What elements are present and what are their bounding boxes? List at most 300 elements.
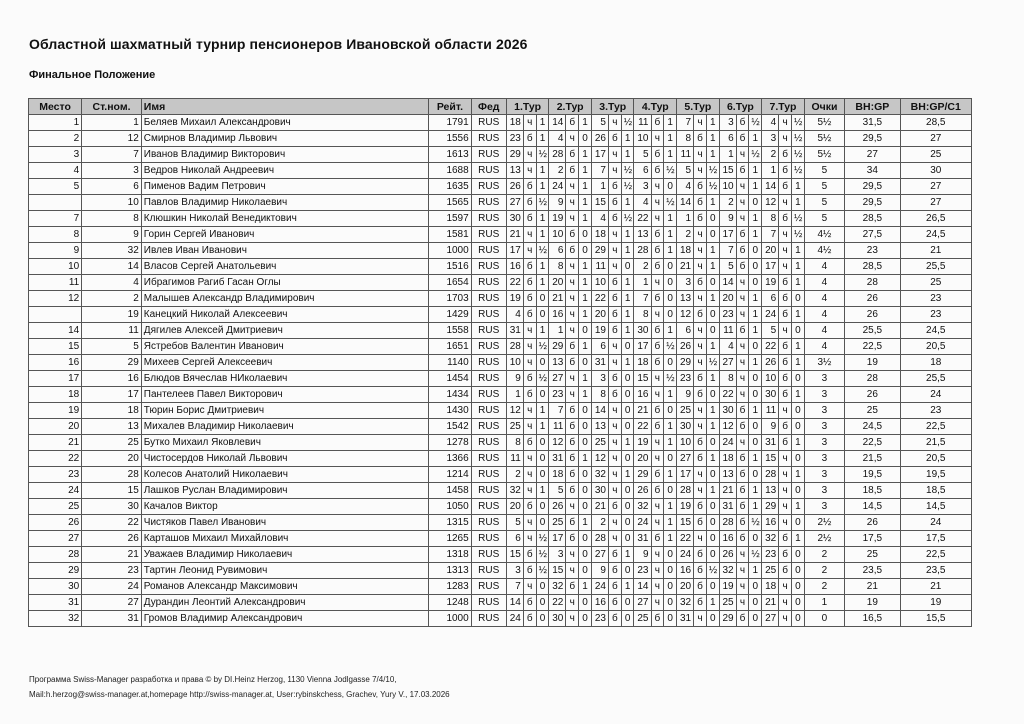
federation-cell: RUS bbox=[471, 611, 506, 627]
place-cell: 9 bbox=[29, 243, 82, 259]
round-5-color-cell: ч bbox=[694, 259, 707, 275]
round-6-result-cell: ½ bbox=[749, 515, 762, 531]
bh-gp-cell: 31,5 bbox=[845, 115, 900, 131]
round-7-result-cell: 0 bbox=[791, 563, 804, 579]
round-3-opponent-cell: 13 bbox=[591, 419, 608, 435]
round-2-result-cell: 1 bbox=[579, 579, 592, 595]
bh-gp-cell: 29,5 bbox=[845, 195, 900, 211]
round-1-color-cell: ч bbox=[523, 515, 536, 531]
round-7-color-cell: ч bbox=[779, 323, 792, 339]
round-3-color-cell: ч bbox=[608, 355, 621, 371]
round-3-opponent-cell: 12 bbox=[591, 451, 608, 467]
round-5-result-cell: 0 bbox=[706, 515, 719, 531]
round-7-color-cell: б bbox=[779, 211, 792, 227]
round-1-result-cell: 1 bbox=[536, 323, 549, 339]
round-6-opponent-cell: 4 bbox=[719, 339, 736, 355]
round-7-opponent-cell: 27 bbox=[762, 611, 779, 627]
round-3-color-cell: б bbox=[608, 195, 621, 211]
round-3-color-cell: б bbox=[608, 131, 621, 147]
round-6-opponent-cell: 6 bbox=[719, 131, 736, 147]
place-cell: 28 bbox=[29, 547, 82, 563]
points-cell: 2 bbox=[804, 563, 844, 579]
round-4-opponent-cell: 19 bbox=[634, 435, 651, 451]
round-1-result-cell: 0 bbox=[536, 451, 549, 467]
round-2-result-cell: 0 bbox=[579, 595, 592, 611]
round-2-opponent-cell: 31 bbox=[549, 451, 566, 467]
round-6-color-cell: б bbox=[736, 163, 749, 179]
round-1-color-cell: ч bbox=[523, 339, 536, 355]
round-7-opponent-cell: 22 bbox=[762, 339, 779, 355]
round-3-result-cell: 1 bbox=[621, 275, 634, 291]
round-4-result-cell: 0 bbox=[664, 403, 677, 419]
round-7-color-cell: б bbox=[779, 563, 792, 579]
round-6-color-cell: б bbox=[736, 483, 749, 499]
round-5-opponent-cell: 32 bbox=[677, 595, 694, 611]
round-1-color-cell: ч bbox=[523, 419, 536, 435]
place-cell: 23 bbox=[29, 467, 82, 483]
round-2-color-cell: б bbox=[566, 227, 579, 243]
round-6-opponent-cell: 24 bbox=[719, 435, 736, 451]
round-2-result-cell: 1 bbox=[579, 451, 592, 467]
place-cell: 21 bbox=[29, 435, 82, 451]
round-6-opponent-cell: 3 bbox=[719, 115, 736, 131]
round-2-color-cell: ч bbox=[566, 499, 579, 515]
round-6-color-cell: ч bbox=[736, 291, 749, 307]
round-3-opponent-cell: 16 bbox=[591, 595, 608, 611]
round-7-color-cell: ч bbox=[779, 515, 792, 531]
round-3-result-cell: 0 bbox=[621, 403, 634, 419]
round-7-opponent-cell: 24 bbox=[762, 307, 779, 323]
bh-gp-cell: 21 bbox=[845, 579, 900, 595]
place-cell: 5 bbox=[29, 179, 82, 195]
table-row bbox=[29, 243, 972, 259]
round-5-result-cell: 0 bbox=[706, 307, 719, 323]
round-4-opponent-cell: 18 bbox=[634, 355, 651, 371]
round-1-opponent-cell: 27 bbox=[506, 195, 523, 211]
round-1-opponent-cell: 3 bbox=[506, 563, 523, 579]
round-5-opponent-cell: 20 bbox=[677, 579, 694, 595]
round-5-opponent-cell: 7 bbox=[677, 115, 694, 131]
round-1-color-cell: б bbox=[523, 131, 536, 147]
round-7-result-cell: 1 bbox=[791, 355, 804, 371]
round-6-opponent-cell: 28 bbox=[719, 515, 736, 531]
start-number-cell: 30 bbox=[82, 499, 142, 515]
table-row bbox=[29, 419, 972, 435]
round-5-color-cell: б bbox=[694, 195, 707, 211]
round-7-color-cell: ч bbox=[779, 451, 792, 467]
round-1-color-cell: ч bbox=[523, 467, 536, 483]
round-2-opponent-cell: 18 bbox=[549, 467, 566, 483]
col-header-round-1: 1.Тур bbox=[506, 99, 549, 115]
round-3-color-cell: ч bbox=[608, 451, 621, 467]
round-7-result-cell: 0 bbox=[791, 579, 804, 595]
round-5-color-cell: б bbox=[694, 371, 707, 387]
round-4-opponent-cell: 22 bbox=[634, 419, 651, 435]
round-7-color-cell: ч bbox=[779, 483, 792, 499]
round-4-opponent-cell: 6 bbox=[634, 163, 651, 179]
round-2-result-cell: 0 bbox=[579, 611, 592, 627]
round-6-opponent-cell: 30 bbox=[719, 403, 736, 419]
round-7-color-cell: ч bbox=[779, 611, 792, 627]
col-header-name: Имя bbox=[141, 99, 428, 115]
round-2-result-cell: 0 bbox=[579, 435, 592, 451]
round-5-color-cell: ч bbox=[694, 323, 707, 339]
round-3-opponent-cell: 26 bbox=[591, 131, 608, 147]
bh-gp-c1-cell: 21 bbox=[900, 243, 972, 259]
bh-gp-c1-cell: 23 bbox=[900, 307, 972, 323]
round-2-opponent-cell: 2 bbox=[549, 163, 566, 179]
round-5-color-cell: ч bbox=[694, 467, 707, 483]
round-7-opponent-cell: 23 bbox=[762, 547, 779, 563]
round-4-color-cell: б bbox=[651, 531, 664, 547]
round-7-result-cell: 1 bbox=[791, 195, 804, 211]
round-6-result-cell: 1 bbox=[749, 563, 762, 579]
round-5-color-cell: б bbox=[694, 211, 707, 227]
col-header-round-4: 4.Тур bbox=[634, 99, 677, 115]
round-2-opponent-cell: 22 bbox=[549, 595, 566, 611]
round-3-result-cell: 1 bbox=[621, 131, 634, 147]
round-3-color-cell: б bbox=[608, 371, 621, 387]
round-1-color-cell: б bbox=[523, 387, 536, 403]
col-header-start-number: Ст.ном. bbox=[82, 99, 142, 115]
start-number-cell: 11 bbox=[82, 323, 142, 339]
round-3-opponent-cell: 27 bbox=[591, 547, 608, 563]
round-4-color-cell: ч bbox=[651, 435, 664, 451]
round-1-result-cell: 1 bbox=[536, 131, 549, 147]
round-3-opponent-cell: 21 bbox=[591, 499, 608, 515]
points-cell: 2½ bbox=[804, 515, 844, 531]
round-4-color-cell: б bbox=[651, 227, 664, 243]
col-header-points: Очки bbox=[804, 99, 844, 115]
federation-cell: RUS bbox=[471, 211, 506, 227]
points-cell: 3 bbox=[804, 499, 844, 515]
round-6-color-cell: б bbox=[736, 227, 749, 243]
round-7-result-cell: 0 bbox=[791, 451, 804, 467]
bh-gp-c1-cell: 21,5 bbox=[900, 435, 972, 451]
place-cell: 8 bbox=[29, 227, 82, 243]
points-cell: 4½ bbox=[804, 243, 844, 259]
table-row bbox=[29, 451, 972, 467]
rating-cell: 1000 bbox=[429, 243, 472, 259]
round-6-result-cell: 1 bbox=[749, 323, 762, 339]
round-1-result-cell: ½ bbox=[536, 563, 549, 579]
round-2-opponent-cell: 26 bbox=[549, 499, 566, 515]
round-5-color-cell: б bbox=[694, 131, 707, 147]
round-6-result-cell: 1 bbox=[749, 211, 762, 227]
round-2-color-cell: ч bbox=[566, 131, 579, 147]
round-2-color-cell: ч bbox=[566, 275, 579, 291]
round-1-result-cell: ½ bbox=[536, 147, 549, 163]
round-4-result-cell: ½ bbox=[664, 195, 677, 211]
round-6-opponent-cell: 29 bbox=[719, 611, 736, 627]
bh-gp-c1-cell: 25 bbox=[900, 147, 972, 163]
round-6-result-cell: 1 bbox=[749, 499, 762, 515]
round-6-opponent-cell: 5 bbox=[719, 259, 736, 275]
round-4-color-cell: ч bbox=[651, 211, 664, 227]
rating-cell: 1597 bbox=[429, 211, 472, 227]
round-3-color-cell: ч bbox=[608, 147, 621, 163]
round-4-result-cell: 0 bbox=[664, 483, 677, 499]
round-4-result-cell: 0 bbox=[664, 355, 677, 371]
round-1-color-cell: б bbox=[523, 611, 536, 627]
round-1-color-cell: б bbox=[523, 595, 536, 611]
round-6-opponent-cell: 12 bbox=[719, 419, 736, 435]
place-cell bbox=[29, 307, 82, 323]
round-2-result-cell: 0 bbox=[579, 483, 592, 499]
federation-cell: RUS bbox=[471, 579, 506, 595]
points-cell: 3½ bbox=[804, 355, 844, 371]
round-2-result-cell: 0 bbox=[579, 419, 592, 435]
round-1-result-cell: 1 bbox=[536, 179, 549, 195]
round-1-opponent-cell: 20 bbox=[506, 499, 523, 515]
col-header-rating: Рейт. bbox=[429, 99, 472, 115]
round-2-opponent-cell: 24 bbox=[549, 179, 566, 195]
round-7-opponent-cell: 32 bbox=[762, 531, 779, 547]
round-2-color-cell: ч bbox=[566, 595, 579, 611]
federation-cell: RUS bbox=[471, 323, 506, 339]
round-7-color-cell: ч bbox=[779, 499, 792, 515]
round-7-result-cell: 0 bbox=[791, 419, 804, 435]
round-5-result-cell: 1 bbox=[706, 595, 719, 611]
round-3-opponent-cell: 15 bbox=[591, 195, 608, 211]
bh-gp-cell: 22,5 bbox=[845, 339, 900, 355]
bh-gp-c1-cell: 24,5 bbox=[900, 323, 972, 339]
round-4-opponent-cell: 26 bbox=[634, 483, 651, 499]
round-2-result-cell: 1 bbox=[579, 195, 592, 211]
col-header-bh-gp-c1: BH:GP/C1 bbox=[900, 99, 972, 115]
round-6-result-cell: 0 bbox=[749, 435, 762, 451]
round-1-opponent-cell: 26 bbox=[506, 179, 523, 195]
round-5-color-cell: б bbox=[694, 595, 707, 611]
round-7-opponent-cell: 30 bbox=[762, 387, 779, 403]
federation-cell: RUS bbox=[471, 131, 506, 147]
round-2-opponent-cell: 15 bbox=[549, 563, 566, 579]
round-7-result-cell: 0 bbox=[791, 483, 804, 499]
rating-cell: 1454 bbox=[429, 371, 472, 387]
rating-cell: 1429 bbox=[429, 307, 472, 323]
place-cell: 10 bbox=[29, 259, 82, 275]
round-7-opponent-cell: 19 bbox=[762, 275, 779, 291]
round-5-opponent-cell: 26 bbox=[677, 339, 694, 355]
bh-gp-c1-cell: 19,5 bbox=[900, 467, 972, 483]
round-4-result-cell: 0 bbox=[664, 275, 677, 291]
round-4-opponent-cell: 2 bbox=[634, 259, 651, 275]
round-6-opponent-cell: 22 bbox=[719, 387, 736, 403]
round-3-color-cell: ч bbox=[608, 435, 621, 451]
round-4-result-cell: 1 bbox=[664, 323, 677, 339]
table-header-row bbox=[29, 99, 972, 115]
round-2-opponent-cell: 16 bbox=[549, 307, 566, 323]
round-2-color-cell: б bbox=[566, 339, 579, 355]
player-name-cell: Блюдов Вячеслав НИколаевич bbox=[141, 371, 428, 387]
round-3-result-cell: 0 bbox=[621, 531, 634, 547]
round-4-color-cell: б bbox=[651, 243, 664, 259]
table-row bbox=[29, 531, 972, 547]
round-6-result-cell: 1 bbox=[749, 403, 762, 419]
round-3-color-cell: б bbox=[608, 547, 621, 563]
round-3-result-cell: 1 bbox=[621, 355, 634, 371]
round-3-result-cell: ½ bbox=[621, 179, 634, 195]
round-7-result-cell: 1 bbox=[791, 435, 804, 451]
round-4-color-cell: ч bbox=[651, 451, 664, 467]
table-row bbox=[29, 371, 972, 387]
round-7-result-cell: 0 bbox=[791, 515, 804, 531]
rating-cell: 1581 bbox=[429, 227, 472, 243]
round-2-result-cell: 1 bbox=[579, 339, 592, 355]
round-6-opponent-cell: 15 bbox=[719, 163, 736, 179]
round-4-color-cell: ч bbox=[651, 595, 664, 611]
federation-cell: RUS bbox=[471, 355, 506, 371]
round-6-opponent-cell: 13 bbox=[719, 467, 736, 483]
round-3-color-cell: ч bbox=[608, 515, 621, 531]
round-2-result-cell: 0 bbox=[579, 547, 592, 563]
player-name-cell: Колесов Анатолий Николаевич bbox=[141, 467, 428, 483]
round-4-result-cell: 1 bbox=[664, 467, 677, 483]
round-4-result-cell: 0 bbox=[664, 259, 677, 275]
round-6-result-cell: 0 bbox=[749, 579, 762, 595]
points-cell: 1 bbox=[804, 595, 844, 611]
round-1-result-cell: 1 bbox=[536, 163, 549, 179]
bh-gp-cell: 27 bbox=[845, 147, 900, 163]
round-3-result-cell: 0 bbox=[621, 611, 634, 627]
round-2-result-cell: 1 bbox=[579, 115, 592, 131]
points-cell: 2½ bbox=[804, 531, 844, 547]
round-5-color-cell: ч bbox=[694, 163, 707, 179]
round-1-result-cell: 0 bbox=[536, 595, 549, 611]
round-6-color-cell: ч bbox=[736, 547, 749, 563]
round-2-color-cell: ч bbox=[566, 307, 579, 323]
round-7-color-cell: б bbox=[779, 547, 792, 563]
round-3-color-cell: ч bbox=[608, 419, 621, 435]
bh-gp-c1-cell: 20,5 bbox=[900, 451, 972, 467]
round-1-opponent-cell: 29 bbox=[506, 147, 523, 163]
round-4-result-cell: 0 bbox=[664, 579, 677, 595]
rating-cell: 1542 bbox=[429, 419, 472, 435]
round-4-color-cell: б bbox=[651, 419, 664, 435]
federation-cell: RUS bbox=[471, 275, 506, 291]
round-6-result-cell: 1 bbox=[749, 131, 762, 147]
round-3-result-cell: 1 bbox=[621, 323, 634, 339]
round-7-color-cell: б bbox=[779, 307, 792, 323]
round-3-opponent-cell: 1 bbox=[591, 179, 608, 195]
table-row bbox=[29, 499, 972, 515]
start-number-cell: 22 bbox=[82, 515, 142, 531]
round-2-result-cell: 0 bbox=[579, 467, 592, 483]
points-cell: 4 bbox=[804, 275, 844, 291]
round-5-opponent-cell: 25 bbox=[677, 403, 694, 419]
round-4-color-cell: ч bbox=[651, 499, 664, 515]
round-5-color-cell: б bbox=[694, 275, 707, 291]
round-5-color-cell: ч bbox=[694, 339, 707, 355]
start-number-cell: 6 bbox=[82, 179, 142, 195]
round-5-color-cell: б bbox=[694, 579, 707, 595]
table-row bbox=[29, 147, 972, 163]
round-6-result-cell: 0 bbox=[749, 371, 762, 387]
table-row bbox=[29, 387, 972, 403]
round-4-result-cell: 1 bbox=[664, 499, 677, 515]
round-1-result-cell: 1 bbox=[536, 275, 549, 291]
round-3-opponent-cell: 29 bbox=[591, 243, 608, 259]
round-5-opponent-cell: 28 bbox=[677, 483, 694, 499]
round-5-result-cell: 0 bbox=[706, 435, 719, 451]
round-2-opponent-cell: 4 bbox=[549, 131, 566, 147]
round-3-result-cell: 1 bbox=[621, 435, 634, 451]
bh-gp-c1-cell: 18,5 bbox=[900, 483, 972, 499]
round-2-color-cell: б bbox=[566, 467, 579, 483]
round-1-result-cell: 0 bbox=[536, 611, 549, 627]
round-3-opponent-cell: 5 bbox=[591, 115, 608, 131]
round-2-opponent-cell: 23 bbox=[549, 387, 566, 403]
round-5-color-cell: ч bbox=[694, 531, 707, 547]
round-3-result-cell: 0 bbox=[621, 451, 634, 467]
round-3-result-cell: 0 bbox=[621, 419, 634, 435]
start-number-cell: 25 bbox=[82, 435, 142, 451]
start-number-cell: 17 bbox=[82, 387, 142, 403]
player-name-cell: Романов Александр Максимович bbox=[141, 579, 428, 595]
round-3-color-cell: б bbox=[608, 387, 621, 403]
round-6-opponent-cell: 25 bbox=[719, 595, 736, 611]
rating-cell: 1791 bbox=[429, 115, 472, 131]
start-number-cell: 9 bbox=[82, 227, 142, 243]
bh-gp-cell: 34 bbox=[845, 163, 900, 179]
round-1-color-cell: б bbox=[523, 371, 536, 387]
start-number-cell: 5 bbox=[82, 339, 142, 355]
bh-gp-cell: 24,5 bbox=[845, 419, 900, 435]
round-1-color-cell: ч bbox=[523, 483, 536, 499]
place-cell: 12 bbox=[29, 291, 82, 307]
round-5-opponent-cell: 5 bbox=[677, 163, 694, 179]
bh-gp-cell: 26 bbox=[845, 515, 900, 531]
round-3-color-cell: ч bbox=[608, 483, 621, 499]
round-4-opponent-cell: 29 bbox=[634, 467, 651, 483]
round-5-result-cell: 0 bbox=[706, 387, 719, 403]
round-4-opponent-cell: 30 bbox=[634, 323, 651, 339]
points-cell: 3 bbox=[804, 403, 844, 419]
round-7-opponent-cell: 26 bbox=[762, 355, 779, 371]
round-3-color-cell: ч bbox=[608, 115, 621, 131]
bh-gp-c1-cell: 21 bbox=[900, 579, 972, 595]
player-name-cell: Качалов Виктор bbox=[141, 499, 428, 515]
start-number-cell: 1 bbox=[82, 115, 142, 131]
round-4-color-cell: б bbox=[651, 147, 664, 163]
points-cell: 5½ bbox=[804, 115, 844, 131]
player-name-cell: Тартин Леонид Рувимович bbox=[141, 563, 428, 579]
bh-gp-c1-cell: 24 bbox=[900, 387, 972, 403]
standings-body bbox=[29, 115, 972, 627]
round-3-opponent-cell: 19 bbox=[591, 323, 608, 339]
bh-gp-c1-cell: 27 bbox=[900, 131, 972, 147]
federation-cell: RUS bbox=[471, 387, 506, 403]
round-4-opponent-cell: 16 bbox=[634, 387, 651, 403]
round-1-result-cell: 1 bbox=[536, 227, 549, 243]
round-7-result-cell: 1 bbox=[791, 307, 804, 323]
round-7-opponent-cell: 3 bbox=[762, 131, 779, 147]
round-7-result-cell: 1 bbox=[791, 387, 804, 403]
round-2-result-cell: 0 bbox=[579, 323, 592, 339]
round-5-result-cell: ½ bbox=[706, 163, 719, 179]
round-5-result-cell: 1 bbox=[706, 131, 719, 147]
round-7-result-cell: ½ bbox=[791, 131, 804, 147]
round-7-color-cell: ч bbox=[779, 115, 792, 131]
rating-cell: 1318 bbox=[429, 547, 472, 563]
round-3-opponent-cell: 28 bbox=[591, 531, 608, 547]
round-3-opponent-cell: 7 bbox=[591, 163, 608, 179]
round-4-result-cell: 1 bbox=[664, 515, 677, 531]
round-3-opponent-cell: 30 bbox=[591, 483, 608, 499]
round-6-opponent-cell: 20 bbox=[719, 291, 736, 307]
table-row bbox=[29, 435, 972, 451]
round-5-result-cell: 0 bbox=[706, 499, 719, 515]
